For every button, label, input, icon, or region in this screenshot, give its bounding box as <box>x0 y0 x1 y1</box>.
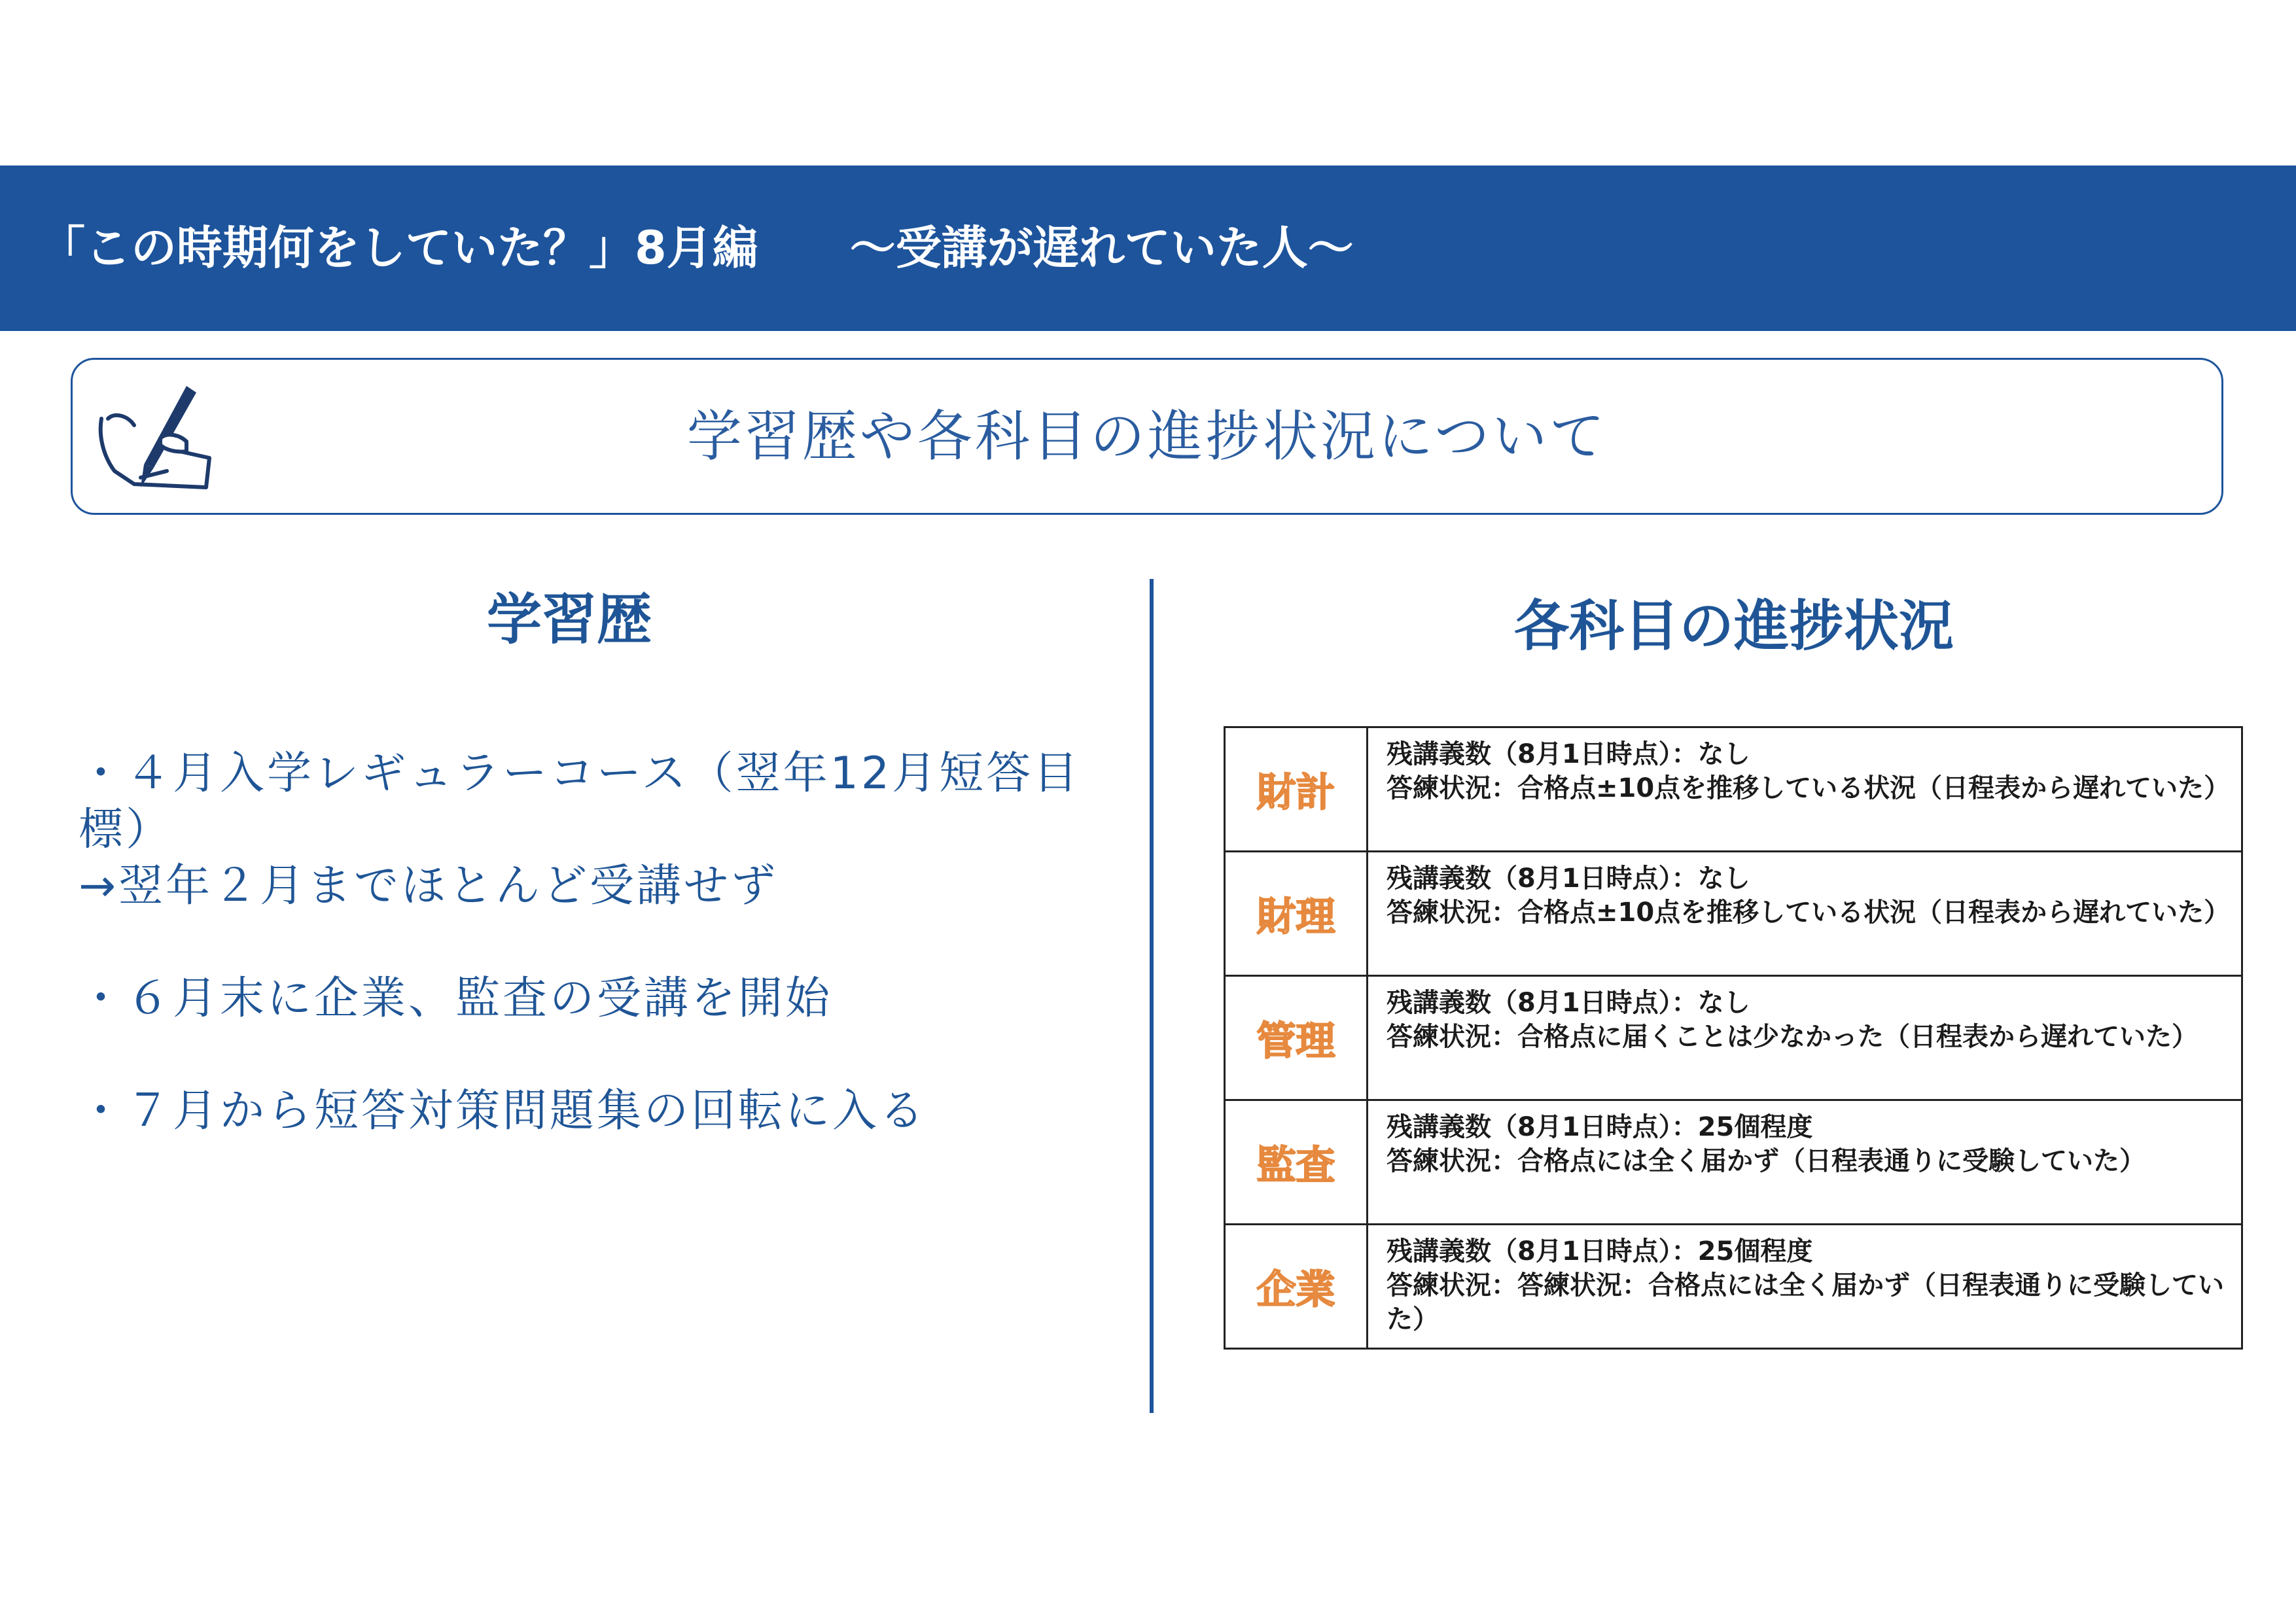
table-row <box>1225 852 2242 976</box>
detail-cell <box>1368 1225 2242 1349</box>
subject-cell: 企業 <box>1225 1225 1368 1349</box>
subject-cell: 財理 <box>1225 852 1368 976</box>
column-divider <box>1150 579 1154 1413</box>
detail-cell <box>1368 727 2242 852</box>
progress-table <box>1224 726 2243 1350</box>
status-text: 答練状況：合格点±10点を推移している状況（日程表から遅れていた） <box>1386 898 2231 928</box>
remaining-text: 残講義数（8月1日時点）：25個程度 <box>1386 1112 1813 1142</box>
table-row <box>1225 1100 2242 1225</box>
list-item: →翌年２月までほとんど受講せず <box>79 860 778 912</box>
list-item: ・４月入学レギュラーコース（翌年12月短答目標） <box>79 748 1081 856</box>
subject-cell: 財計 <box>1225 727 1368 852</box>
detail-cell <box>1368 976 2242 1100</box>
subject-cell: 管理 <box>1225 976 1368 1100</box>
status-text: 答練状況：合格点には全く届かず（日程表通りに受験していた） <box>1386 1146 2146 1176</box>
remaining-text: 残講義数（8月1日時点）：25個程度 <box>1386 1236 1813 1266</box>
table-row <box>1225 1225 2242 1349</box>
status-text: 答練状況：答練状況：合格点には全く届かず（日程表通りに受験していた） <box>1386 1270 2224 1335</box>
table-row <box>1225 976 2242 1100</box>
list-item: ・６月末に企業、監査の受講を開始 <box>79 973 833 1024</box>
remaining-text: 残講義数（8月1日時点）：なし <box>1386 864 1750 894</box>
subject-cell: 監査 <box>1225 1100 1368 1225</box>
list-item: ・７月から短答対策問題集の回転に入る <box>79 1085 927 1137</box>
history-heading: 学習歴 <box>486 587 652 652</box>
status-text: 答練状況：合格点に届くことは少なかった（日程表から遅れていた） <box>1386 1022 2198 1052</box>
table-row <box>1225 727 2242 852</box>
remaining-text: 残講義数（8月1日時点）：なし <box>1386 739 1750 769</box>
progress-heading: 各科目の進捗状況 <box>1513 594 1954 658</box>
topic-box <box>71 358 2223 515</box>
page-title: 「この時期何をしていた？」8月編 ～受講が遅れていた人～ <box>39 221 1354 275</box>
topic-title: 学習歴や各科目の進捗状況について <box>686 404 1608 468</box>
status-text: 答練状況：合格点±10点を推移している状況（日程表から遅れていた） <box>1386 773 2231 803</box>
detail-cell <box>1368 1100 2242 1225</box>
header-banner <box>0 166 2296 331</box>
history-list <box>79 746 1125 1140</box>
detail-cell <box>1368 852 2242 976</box>
remaining-text: 残講義数（8月1日時点）：なし <box>1386 988 1750 1018</box>
